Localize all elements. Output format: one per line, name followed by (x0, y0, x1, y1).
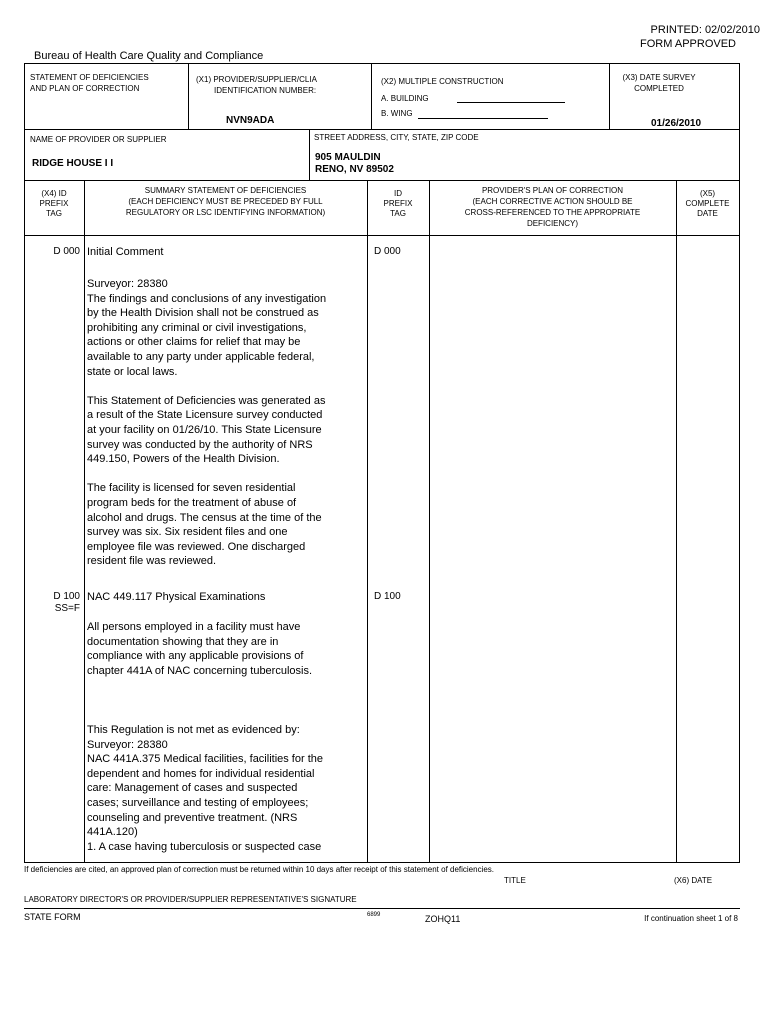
summary-header-1: SUMMARY STATEMENT OF DEFICIENCIES (144, 186, 307, 195)
d100-id-tag: D 100 (374, 591, 401, 602)
d000-prefix-tag: D 000 (53, 246, 80, 257)
signature-label: LABORATORY DIRECTOR'S OR PROVIDER/SUPPLIER REPRESENTATIVE'S SIGNATURE (24, 895, 357, 904)
printed-date: PRINTED: 02/02/2010 (650, 24, 760, 36)
continuation-sheet: If continuation sheet 1 of 8 (644, 914, 738, 923)
form-code-small: 6899 (367, 912, 381, 918)
x2-label: (X2) MULTIPLE CONSTRUCTION (381, 77, 504, 86)
x6-date-label: (X6) DATE (674, 876, 713, 885)
summary-header-2: (EACH DEFICIENCY MUST BE PRECEDED BY FULL (128, 197, 323, 206)
x5-header-3: DATE (697, 209, 718, 218)
x3-label-2: COMPLETED (634, 84, 684, 93)
id-header-2: PREFIX (383, 199, 413, 208)
wing-label: B. WING (381, 109, 413, 118)
d000-id-tag: D 000 (374, 246, 401, 257)
x4-header-1: (X4) ID (41, 189, 67, 198)
building-line (457, 102, 565, 103)
d100-scope-severity: SS=F (54, 603, 80, 614)
statement-label-1: STATEMENT OF DEFICIENCIES (30, 73, 149, 82)
statement-label-2: AND PLAN OF CORRECTION (30, 84, 140, 93)
agency-name: Bureau of Health Care Quality and Compliance (34, 50, 264, 62)
city-state-zip: RENO, NV 89502 (315, 164, 394, 175)
provider-id-number: NVN9ADA (226, 115, 275, 126)
state-form-label: STATE FORM (24, 912, 81, 922)
plan-header-2: (EACH CORRECTIVE ACTION SHOULD BE (472, 197, 633, 206)
street-address: 905 MAULDIN (315, 152, 381, 163)
wing-line (418, 118, 548, 119)
x1-label-1: (X1) PROVIDER/SUPPLIER/CLIA (196, 75, 317, 84)
x5-header-1: (X5) (699, 189, 716, 198)
summary-header-3: REGULATORY OR LSC IDENTIFYING INFORMATION) (125, 208, 326, 217)
plan-header-4: DEFICIENCY) (526, 219, 579, 228)
d100-title: NAC 449.117 Physical Examinations (87, 591, 266, 603)
plan-header-1: PROVIDER'S PLAN OF CORRECTION (481, 186, 624, 195)
x1-label-2: IDENTIFICATION NUMBER: (214, 86, 317, 95)
form-code: ZOHQ11 (425, 914, 461, 924)
provider-name: RIDGE HOUSE I I (32, 158, 114, 169)
id-header-1: ID (394, 189, 402, 198)
d100-findings: This Regulation is not met as evidenced by: Surveyor: 28380 NAC 441A.375 Medical facilities, facilities for the dependent and homes for individual residential care: Management of cases and suspected cases; surveillance and testing of employees; counseling and preventive treatment. (NRS 441A.120) 1. A case having tuberculosis or suspected case (87, 724, 323, 853)
title-label: TITLE (504, 876, 526, 885)
address-label: STREET ADDRESS, CITY, STATE, ZIP CODE (314, 133, 479, 142)
footer-rule (24, 908, 740, 909)
x5-header-2: COMPLETE (685, 199, 730, 208)
building-label: A. BUILDING (381, 94, 429, 103)
d100-prefix-tag: D 100 (53, 591, 80, 602)
form-approved: FORM APPROVED (640, 38, 736, 50)
d100-requirement: All persons employed in a facility must have documentation showing that they are in compliance with any applicable provisions of chapter 441A of NAC concerning tuberculosis. (87, 621, 313, 677)
x3-label-1: (X3) DATE SURVEY (622, 73, 696, 82)
id-header-3: TAG (390, 209, 406, 218)
correction-notice: If deficiencies are cited, an approved plan of correction must be returned within 10 days after receipt of this statement of deficiencies. (24, 865, 495, 874)
provider-name-label: NAME OF PROVIDER OR SUPPLIER (30, 135, 167, 144)
d000-narrative: Surveyor: 28380 The findings and conclusions of any investigation by the Health Division shall not be construed as prohibiting any criminal or civil investigations, actions or other claims for relief that may be available to any party under applicable federal, state or local laws. This Statement of Deficiencies was generated as a result of the State Licensure survey conducted at your facility on 01/26/10. This State Licensure survey was conducted by the authority of NRS 449.150, Powers of the Health Division. The facility is licensed for seven residential program beds for the treatment of abuse of alcohol and drugs. The census at the time of the survey was six. Six resident files and one employee file was reviewed. One discharged resident file was reviewed. (87, 278, 327, 568)
survey-completed-date: 01/26/2010 (651, 118, 702, 129)
d000-title: Initial Comment (87, 246, 164, 258)
x4-header-2: PREFIX (39, 199, 69, 208)
x4-header-3: TAG (46, 209, 62, 218)
plan-header-3: CROSS-REFERENCED TO THE APPROPRIATE (464, 208, 641, 217)
